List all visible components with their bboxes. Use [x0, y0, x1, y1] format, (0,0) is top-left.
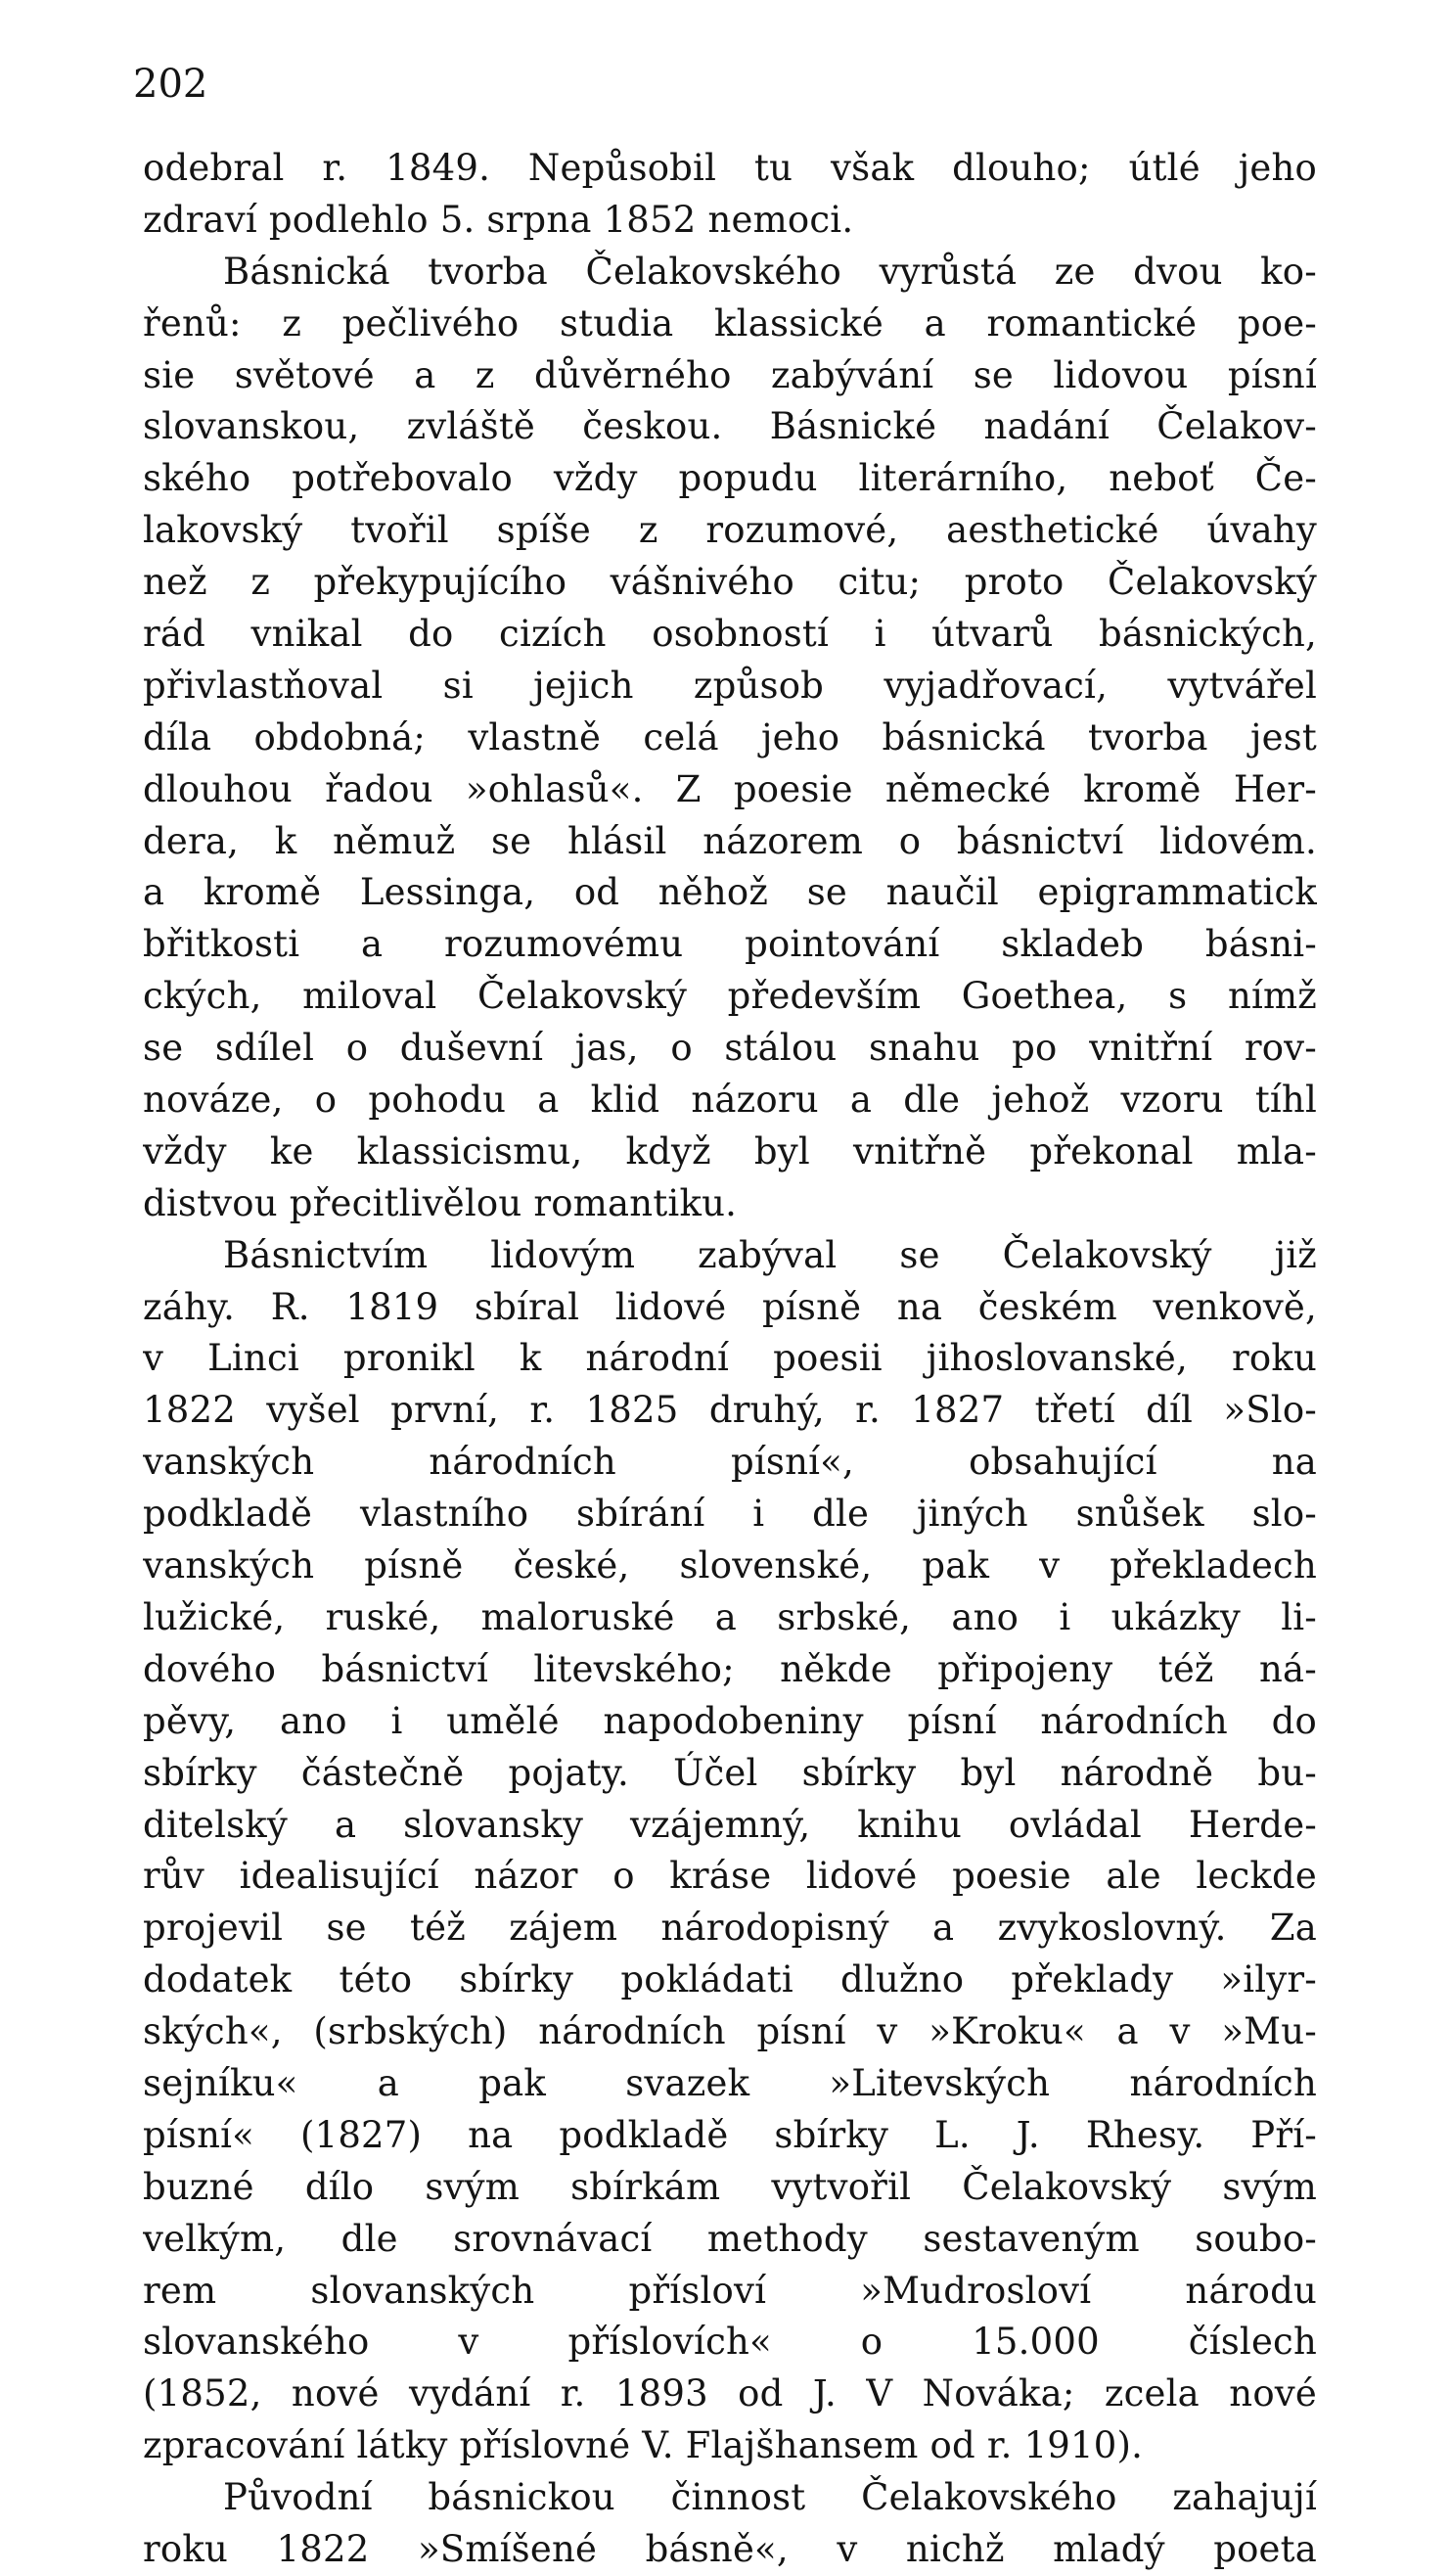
text-line: ditelský a slovansky vzájemný, knihu ovládal Herde-	[143, 1803, 1317, 1846]
text-line: slovanského v příslovích« o 15.000 číslech	[143, 2321, 1317, 2364]
text-line: dového básnictví litevského; někde připojeny též ná-	[143, 1647, 1317, 1690]
text-line: se sdílel o duševní jas, o stálou snahu po vnitřní rov-	[143, 1027, 1317, 1070]
text-line: nováze, o pohodu a klid názoru a dle jehož vzoru tíhl	[143, 1079, 1317, 1122]
text-line: ského potřebovalo vždy popudu literárního, neboť Če-	[143, 457, 1317, 500]
text-line: rův idealisující názor o kráse lidové poesie ale leckde	[143, 1855, 1317, 1898]
text-line: záhy. R. 1819 sbíral lidové písně na českém venkově,	[143, 1285, 1317, 1328]
text-line: slovanskou, zvláště českou. Básnické nadání Čelakov-	[143, 405, 1317, 448]
page-number: 202	[133, 62, 208, 107]
text-line: přivlastňoval si jejich způsob vyjadřovací, vytvářel	[143, 664, 1317, 707]
text-line: rád vnikal do cizích osobností i útvarů básnických,	[143, 613, 1317, 656]
text-line: lužické, ruské, maloruské a srbské, ano i ukázky li-	[143, 1595, 1317, 1638]
text-line: (1852, nové vydání r. 1893 od J. V Nováka; zcela nové	[143, 2372, 1317, 2415]
text-line: buzné dílo svým sbírkám vytvořil Čelakovský svým	[143, 2165, 1317, 2208]
text-line: dodatek této sbírky pokládati dlužno překlady »ilyr-	[143, 1958, 1317, 2001]
text-line: dera, k němuž se hlásil názorem o básnictví lidovém.	[143, 819, 1317, 862]
text-line: díla obdobná; vlastně celá jeho básnická tvorba jest	[143, 715, 1317, 759]
text-line: projevil se též zájem národopisný a zvykoslovný. Za	[143, 1907, 1317, 1950]
text-line: ských«, (srbských) národních písní v »Kroku« a v »Mu-	[143, 2010, 1317, 2053]
text-line: v Linci pronikl k národní poesii jihoslovanské, roku	[143, 1337, 1317, 1380]
text-line: ckých, miloval Čelakovský především Goethea, s nímž	[143, 975, 1317, 1018]
text-line: než z překypujícího vášnivého citu; proto Čelakovský	[143, 561, 1317, 604]
text-line: distvou přecitlivělou romantiku.	[143, 1181, 738, 1224]
text-line: Básnická tvorba Čelakovského vyrůstá ze dvou ko-	[223, 250, 1317, 293]
text-line: Původní básnickou činnost Čelakovského zahajují	[223, 2476, 1317, 2519]
text-line: sbírky částečně pojaty. Účel sbírky byl národně bu-	[143, 1751, 1317, 1794]
text-line: a kromě Lessinga, od něhož se naučil epigrammatick	[143, 871, 1317, 914]
text-line: vždy ke klassicismu, když byl vnitřně překonal mla-	[143, 1129, 1317, 1173]
text-line: pěvy, ano i umělé napodobeniny písní národních do	[143, 1699, 1317, 1742]
text-line: řenů: z pečlivého studia klassické a romantické poe-	[143, 301, 1317, 345]
text-line: břitkosti a rozumovému pointování skladeb básni-	[143, 923, 1317, 966]
text-line: podkladě vlastního sbírání i dle jiných snůšek slo-	[143, 1493, 1317, 1536]
text-line: zdraví podlehlo 5. srpna 1852 nemoci.	[143, 198, 854, 241]
text-line: písní« (1827) na podkladě sbírky L. J. Rhesy. Pří-	[143, 2113, 1317, 2156]
text-line: sejníku« a pak svazek »Litevských národních	[143, 2061, 1317, 2104]
text-line: velkým, dle srovnávací methody sestaveným soubo-	[143, 2217, 1317, 2260]
text-line: vanských národních písní«, obsahující na	[143, 1441, 1317, 1484]
text-line: odebral r. 1849. Nepůsobil tu však dlouho; útlé jeho	[143, 147, 1317, 189]
text-line: vanských písně české, slovenské, pak v překladech	[143, 1544, 1317, 1587]
text-line: lakovský tvořil spíše z rozumové, aesthetické úvahy	[143, 509, 1317, 552]
text-line: roku 1822 »Smíšené básně«, v nichž mladý poeta	[143, 2527, 1317, 2570]
body-text	[143, 143, 1317, 2576]
text-line: 1822 vyšel první, r. 1825 druhý, r. 1827 třetí díl »Slo-	[143, 1389, 1317, 1432]
text-line: sie světové a z důvěrného zabývání se lidovou písní	[143, 353, 1317, 396]
text-line: dlouhou řadou »ohlasů«. Z poesie německé kromě Her-	[143, 767, 1317, 810]
text-line: zpracování látky příslovné V. Flajšhansem od r. 1910).	[143, 2424, 1144, 2467]
text-line: rem slovanských přísloví »Mudrosloví národu	[143, 2269, 1317, 2312]
text-line: Básnictvím lidovým zabýval se Čelakovský již	[223, 1233, 1317, 1276]
